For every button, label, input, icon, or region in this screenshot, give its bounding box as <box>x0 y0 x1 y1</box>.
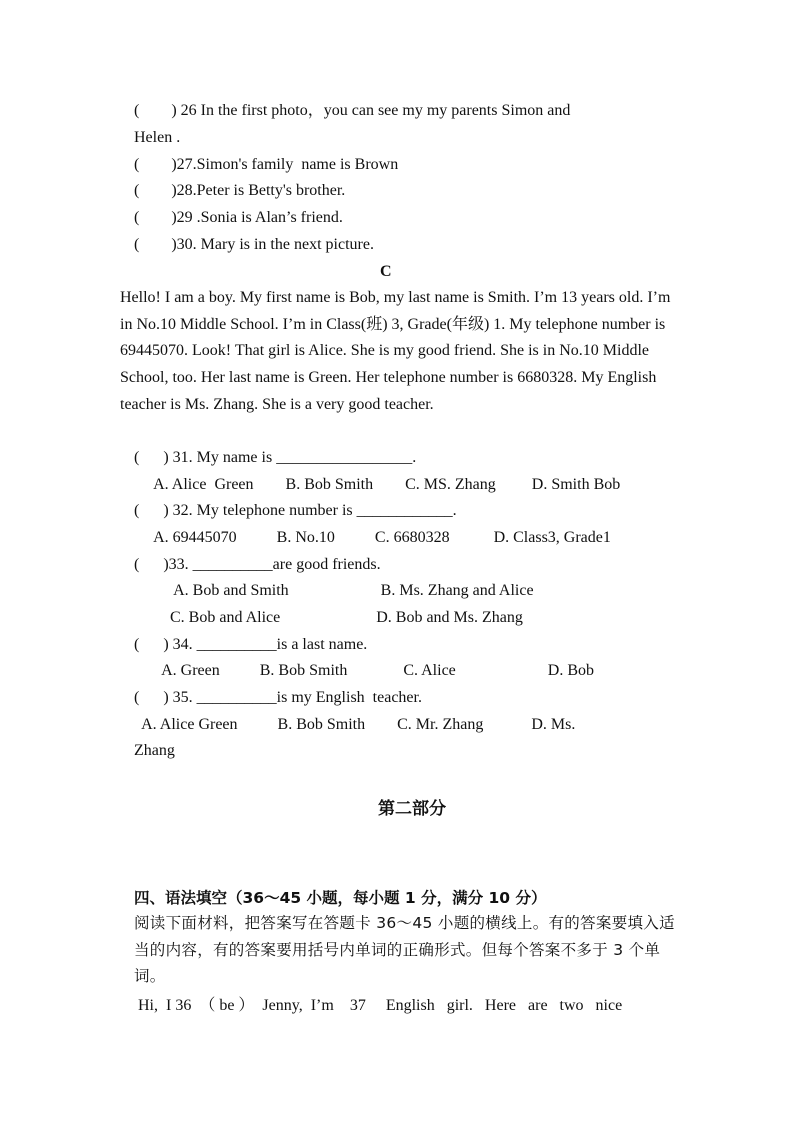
question-35-options: A. Alice Green B. Bob Smith C. Mr. Zhang D. Ms. <box>134 716 576 733</box>
question-29: ( )29 .Sonia is Alan’s friend. <box>134 209 343 226</box>
question-32: ( ) 32. My telephone number is ____________. <box>134 502 457 519</box>
question-31-options: A. Alice Green B. Bob Smith C. MS. Zhang D. Smith Bob <box>134 476 621 493</box>
section-four-instructions: 阅读下面材料，把答案写在答题卡 36～45 小题的横线上。有的答案要填入适当的内容，有的答案要用括号内单词的正确形式。但每个答案不多于 3 个单词。 <box>134 914 675 985</box>
question-30: ( )30. Mary is in the next picture. <box>134 236 374 253</box>
section-c-passage: Hello! I am a boy. My first name is Bob, my last name is Smith. I’m 13 years old. I’m in No.10 Middle School. I’m in Class(班) 3, Grade(年级) 1. My telephone number is 69445070. Look! That girl is Alice. She is my good friend. She is in No.10 Middle School, too. Her last name is Green. Her telephone number is 6680328. My English teacher is Ms. Zhang. She is a very good teacher. <box>120 289 671 413</box>
question-33: ( )33. __________are good friends. <box>134 556 381 573</box>
question-35-options-wrap: Zhang <box>134 742 175 759</box>
question-35: ( ) 35. __________is my English teacher. <box>134 689 422 706</box>
question-26-line1: ( ) 26 In the first photo，you can see my my parents Simon and <box>134 102 571 119</box>
question-27: ( )27.Simon's family name is Brown <box>134 156 399 173</box>
question-34: ( ) 34. __________is a last name. <box>134 636 368 653</box>
question-32-options: A. 69445070 B. No.10 C. 6680328 D. Class3, Grade1 <box>134 529 611 546</box>
question-34-options: A. Green B. Bob Smith C. Alice D. Bob <box>134 662 594 679</box>
question-26-line2: Helen . <box>134 129 181 146</box>
question-31: ( ) 31. My name is _________________. <box>134 449 417 466</box>
question-28: ( )28.Peter is Betty's brother. <box>134 182 346 199</box>
question-33-options-row2: C. Bob and Alice D. Bob and Ms. Zhang <box>134 609 523 626</box>
question-33-options-row1: A. Bob and Smith B. Ms. Zhang and Alice <box>134 582 534 599</box>
section-four-heading: 四、语法填空（36～45 小题，每小题 1 分，满分 10 分） <box>134 889 547 907</box>
section-c-label: C <box>380 263 392 280</box>
section-four-passage: Hi, I 36 （ be ） Jenny, I’m 37 English girl. Here are two nice <box>134 997 623 1014</box>
part-two-title: 第二部分 <box>378 799 446 819</box>
